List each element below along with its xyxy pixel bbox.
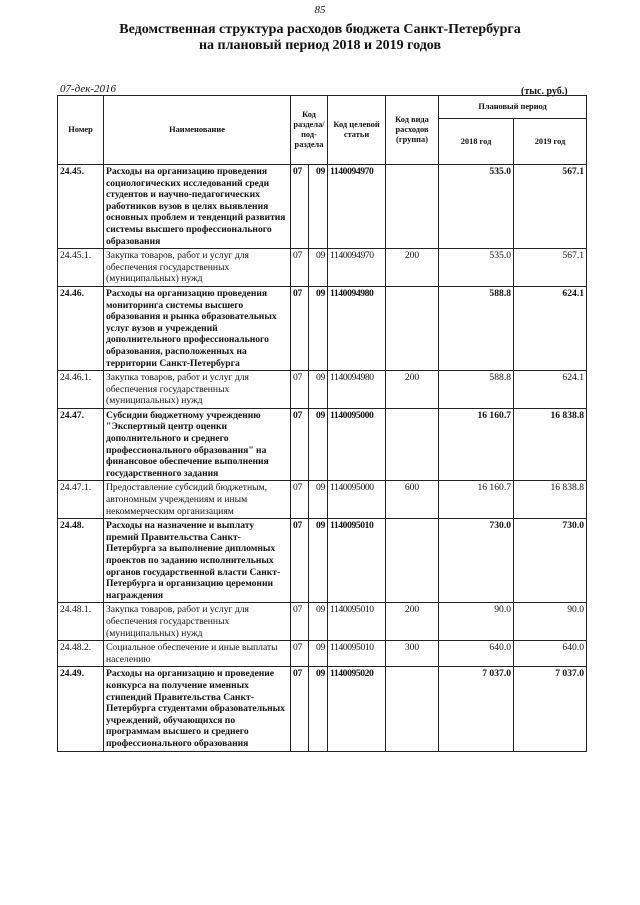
row-subsection-code: 09: [309, 165, 328, 249]
row-amount-2018: 535.0: [439, 249, 514, 287]
header-year-2018: 2018 год: [439, 119, 514, 165]
row-number: 24.46.1.: [58, 371, 104, 409]
row-target-code: 1140095010: [328, 603, 386, 641]
row-subsection-code: 09: [309, 408, 328, 481]
row-section-code: 07: [291, 641, 309, 667]
row-name: Предоставление субсидий бюджетным, автономным учреждениям и иным некоммерческим организациям: [104, 481, 291, 519]
header-planned-period: Плановый период: [439, 96, 587, 119]
row-target-code: 1140095020: [328, 667, 386, 751]
row-amount-2018: 90.0: [439, 603, 514, 641]
table-body: [58, 165, 587, 752]
row-name: Закупка товаров, работ и услуг для обеспечения государственных (муниципальных) нужд: [104, 249, 291, 287]
row-number: 24.48.2.: [58, 641, 104, 667]
row-amount-2018: 640.0: [439, 641, 514, 667]
table-row: [58, 519, 587, 603]
header-expense-type: Код вида расходов (группа): [386, 96, 439, 165]
row-amount-2019: 624.1: [514, 286, 587, 370]
row-target-code: 1140094980: [328, 286, 386, 370]
row-expense-type-code: 200: [386, 249, 439, 287]
row-expense-type-code: 600: [386, 481, 439, 519]
table-row: [58, 603, 587, 641]
table-row: [58, 641, 587, 667]
row-section-code: 07: [291, 481, 309, 519]
row-amount-2018: 730.0: [439, 519, 514, 603]
table-row: [58, 165, 587, 249]
row-target-code: 1140095010: [328, 519, 386, 603]
row-amount-2019: 90.0: [514, 603, 587, 641]
table-row: [58, 408, 587, 481]
row-name: Расходы на организацию и проведение конкурса на получение именных стипендий Правительства Санкт-Петербурга студентами образовательных учреждений, обучающихся по программам высшего и среднего профессионального образования: [104, 667, 291, 751]
row-amount-2019: 730.0: [514, 519, 587, 603]
row-amount-2019: 16 838.8: [514, 408, 587, 481]
row-number: 24.48.1.: [58, 603, 104, 641]
row-subsection-code: 09: [309, 519, 328, 603]
row-section-code: 07: [291, 408, 309, 481]
row-amount-2018: 16 160.7: [439, 408, 514, 481]
row-number: 24.45.: [58, 165, 104, 249]
row-section-code: 07: [291, 165, 309, 249]
page-number: 85: [314, 4, 326, 16]
row-target-code: 1140094980: [328, 371, 386, 409]
row-expense-type-code: 300: [386, 641, 439, 667]
row-amount-2018: 16 160.7: [439, 481, 514, 519]
row-name: Субсидии бюджетному учреждению "Экспертный центр оценки дополнительного и среднего профессионального образования" на финансовое обеспечение выполнения государственного задания: [104, 408, 291, 481]
row-name: Расходы на назначение и выплату премий Правительства Санкт-Петербурга за выполнение дипломных проектов по заданию исполнительных органов государственной власти Санкт-Петербурга и организацию церемонии награждения: [104, 519, 291, 603]
row-target-code: 1140095000: [328, 481, 386, 519]
row-expense-type-code: 200: [386, 371, 439, 409]
header-name: Наименование: [104, 96, 291, 165]
row-name: Социальное обеспечение и иные выплаты населению: [104, 641, 291, 667]
row-amount-2018: 588.8: [439, 286, 514, 370]
row-section-code: 07: [291, 667, 309, 751]
row-amount-2019: 567.1: [514, 165, 587, 249]
table-row: [58, 371, 587, 409]
row-expense-type-code: 200: [386, 603, 439, 641]
page-title: [0, 22, 640, 54]
row-number: 24.45.1.: [58, 249, 104, 287]
row-section-code: 07: [291, 603, 309, 641]
row-target-code: 1140095010: [328, 641, 386, 667]
row-expense-type-code: [386, 165, 439, 249]
row-expense-type-code: [386, 408, 439, 481]
title-line-2: на плановый период 2018 и 2019 годов: [198, 38, 442, 53]
budget-table: [57, 95, 587, 752]
row-target-code: 1140095000: [328, 408, 386, 481]
row-expense-type-code: [386, 667, 439, 751]
row-section-code: 07: [291, 286, 309, 370]
row-amount-2019: 640.0: [514, 641, 587, 667]
row-number: 24.47.: [58, 408, 104, 481]
row-subsection-code: 09: [309, 667, 328, 751]
row-amount-2018: 588.8: [439, 371, 514, 409]
row-name: Расходы на организацию проведения мониторинга системы высшего образования и рынка образовательных услуг вузов и учреждений дополнительного профессионального образования, расположенных на территории Санкт-Петербурга: [104, 286, 291, 370]
row-name: Закупка товаров, работ и услуг для обеспечения государственных (муниципальных) нужд: [104, 603, 291, 641]
table-row: [58, 667, 587, 751]
table-header-row: [58, 96, 587, 119]
row-expense-type-code: [386, 286, 439, 370]
units-label: (тыс. руб.): [521, 86, 568, 97]
row-number: 24.48.: [58, 519, 104, 603]
row-amount-2018: 7 037.0: [439, 667, 514, 751]
row-expense-type-code: [386, 519, 439, 603]
row-number: 24.49.: [58, 667, 104, 751]
row-number: 24.47.1.: [58, 481, 104, 519]
row-target-code: 1140094970: [328, 165, 386, 249]
row-section-code: 07: [291, 519, 309, 603]
header-target: Код целевой статьи: [328, 96, 386, 165]
header-number: Номер: [58, 96, 104, 165]
document-date: 07-дек-2016: [60, 83, 117, 95]
row-amount-2018: 535.0: [439, 165, 514, 249]
row-name: Закупка товаров, работ и услуг для обеспечения государственных (муниципальных) нужд: [104, 371, 291, 409]
row-amount-2019: 7 037.0: [514, 667, 587, 751]
row-section-code: 07: [291, 249, 309, 287]
row-subsection-code: 09: [309, 249, 328, 287]
row-target-code: 1140094970: [328, 249, 386, 287]
table-row: [58, 481, 587, 519]
row-subsection-code: 09: [309, 286, 328, 370]
row-name: Расходы на организацию проведения социологических исследований среди студентов и научно-педагогических работников вузов в целях выявления основных проблем и тенденций развития системы высшего профессионального образования: [104, 165, 291, 249]
row-number: 24.46.: [58, 286, 104, 370]
row-subsection-code: 09: [309, 641, 328, 667]
row-amount-2019: 16 838.8: [514, 481, 587, 519]
row-subsection-code: 09: [309, 371, 328, 409]
header-section: Код раздела/ под-раздела: [291, 96, 328, 165]
row-section-code: 07: [291, 371, 309, 409]
row-amount-2019: 567.1: [514, 249, 587, 287]
table-row: [58, 249, 587, 287]
header-year-2019: 2019 год: [514, 119, 587, 165]
row-amount-2019: 624.1: [514, 371, 587, 409]
table-row: [58, 286, 587, 370]
row-subsection-code: 09: [309, 603, 328, 641]
title-line-1: Ведомственная структура расходов бюджета Санкт-Петербурга: [119, 22, 521, 37]
row-subsection-code: 09: [309, 481, 328, 519]
